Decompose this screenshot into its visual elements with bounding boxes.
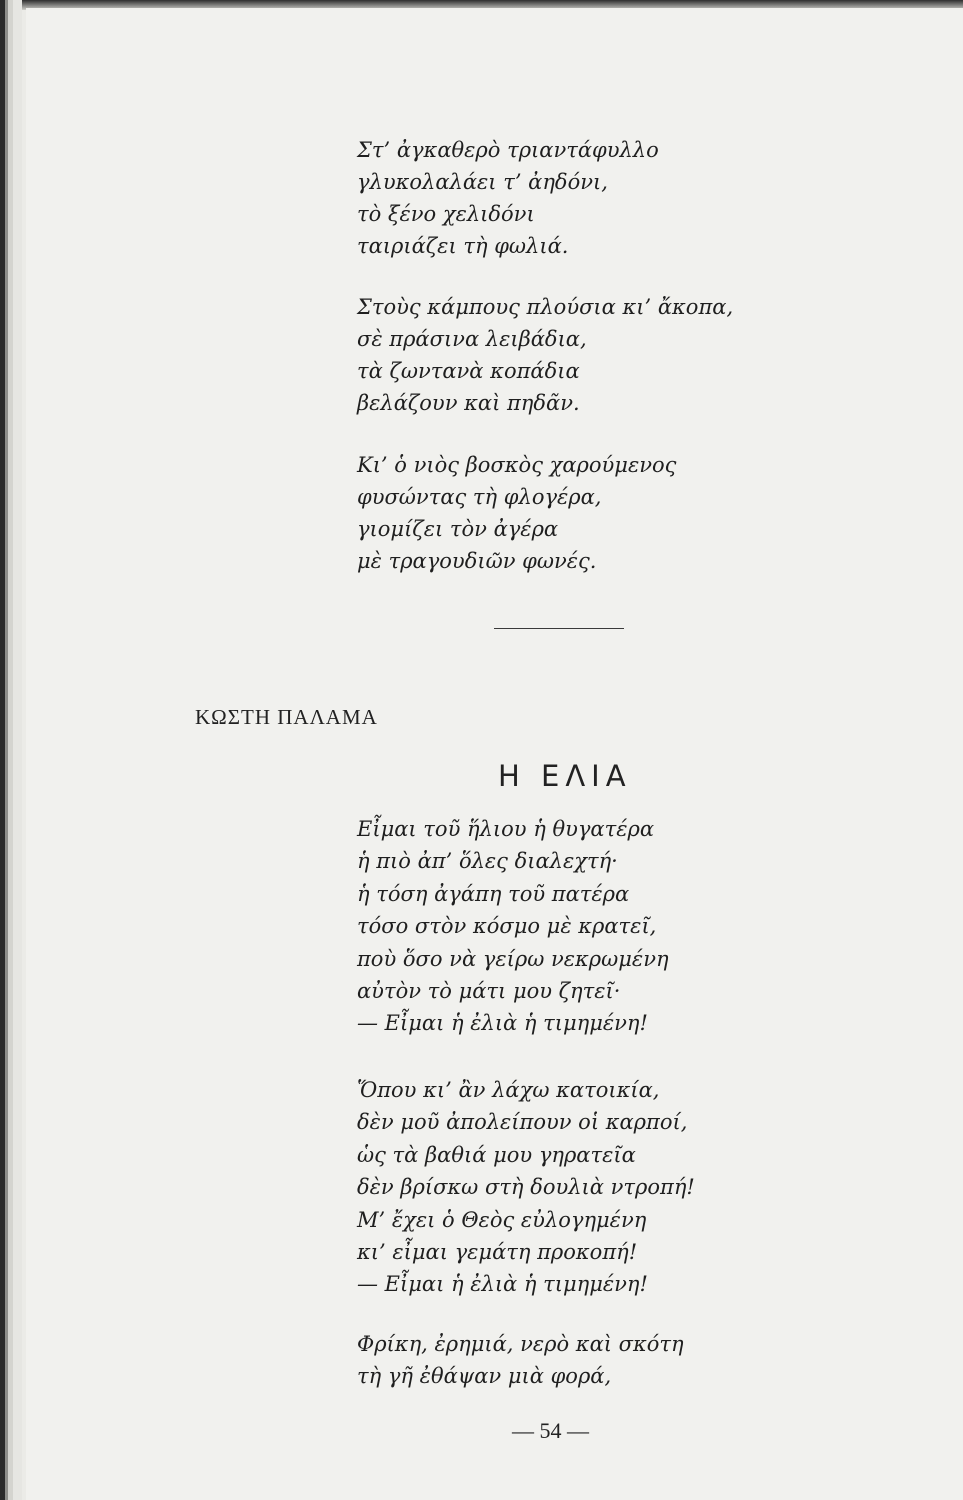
page-number: — 54 — xyxy=(512,1418,589,1443)
verse-line: Ὅπου κι’ ἂν λάχω κατοικία, xyxy=(357,1078,660,1102)
verse-line: κι’ εἶμαι γεμάτη προκοπή! xyxy=(357,1239,638,1264)
verse-line: ὡς τὰ βαθιά μου γηρατεῖα xyxy=(357,1142,636,1167)
verse-line: γιομίζει τὸν ἀγέρα xyxy=(357,517,559,541)
book-spine xyxy=(0,0,22,1500)
verse-line: ποὺ ὅσο νὰ γείρω νεκρωμένη xyxy=(357,946,669,971)
refrain-line: — Εἶμαι ἡ ἐλιὰ ἡ τιμημένη! xyxy=(357,1272,648,1297)
verse-line: Φρίκη, ἐρημιά, νερὸ καὶ σκότη xyxy=(357,1332,684,1356)
stanza-4 xyxy=(357,813,669,1040)
poem-title: Η ΕΛΙΑ xyxy=(498,759,632,793)
verse-line: αὐτὸν τὸ μάτι μου ζητεῖ· xyxy=(357,978,621,1003)
verse-line: Στοὺς κάμπους πλούσια κι’ ἄκοπα, xyxy=(357,295,734,319)
verse-line: φυσώντας τὴ φλογέρα, xyxy=(357,485,602,509)
stanza-1 xyxy=(357,134,659,262)
stanza-6 xyxy=(357,1328,684,1392)
refrain-line: — Εἶμαι ἡ ἐλιὰ ἡ τιμημένη! xyxy=(357,1011,648,1036)
verse-line: Μ’ ἔχει ὁ Θεὸς εὐλογημένη xyxy=(357,1207,647,1232)
verse-line: ἡ πιὸ ἀπ’ ὅλες διαλεχτή· xyxy=(357,849,618,874)
verse-line: τὴ γῆ ἐθάψαν μιὰ φορά, xyxy=(357,1364,612,1388)
verse-line: ταιριάζει τὴ φωλιά. xyxy=(357,234,569,258)
verse-line: τὰ ζωντανὰ κοπάδια xyxy=(357,359,580,383)
stanza-5 xyxy=(357,1074,695,1301)
verse-line: Κι’ ὁ νιὸς βοσκὸς χαρούμενος xyxy=(357,453,677,477)
stanza-3 xyxy=(357,449,676,577)
section-divider xyxy=(494,628,624,629)
verse-line: γλυκολαλάει τ’ ἀηδόνι, xyxy=(357,170,608,194)
verse-line: βελάζουν καὶ πηδᾶν. xyxy=(357,391,580,415)
verse-line: τόσο στὸν κόσμο μὲ κρατεῖ, xyxy=(357,914,657,939)
verse-line: δὲν μοῦ ἀπολείπουν οἱ καρποί, xyxy=(357,1110,688,1135)
verse-line: δὲν βρίσκω στὴ δουλιὰ ντροπή! xyxy=(357,1175,695,1200)
author-name: ΚΩΣΤΗ ΠΑΛΑΜΑ xyxy=(195,705,378,729)
verse-line: μὲ τραγουδιῶν φωνές. xyxy=(357,549,597,573)
stanza-2 xyxy=(357,291,733,419)
verse-line: Στ’ ἀγκαθερὸ τριαντάφυλλο xyxy=(357,138,659,162)
verse-line: Εἶμαι τοῦ ἥλιου ἡ θυγατέρα xyxy=(357,817,655,841)
verse-line: ἡ τόση ἀγάπη τοῦ πατέρα xyxy=(357,881,630,906)
verse-line: τὸ ξένο χελιδόνι xyxy=(357,202,535,226)
verse-line: σὲ πράσινα λειβάδια, xyxy=(357,327,587,351)
